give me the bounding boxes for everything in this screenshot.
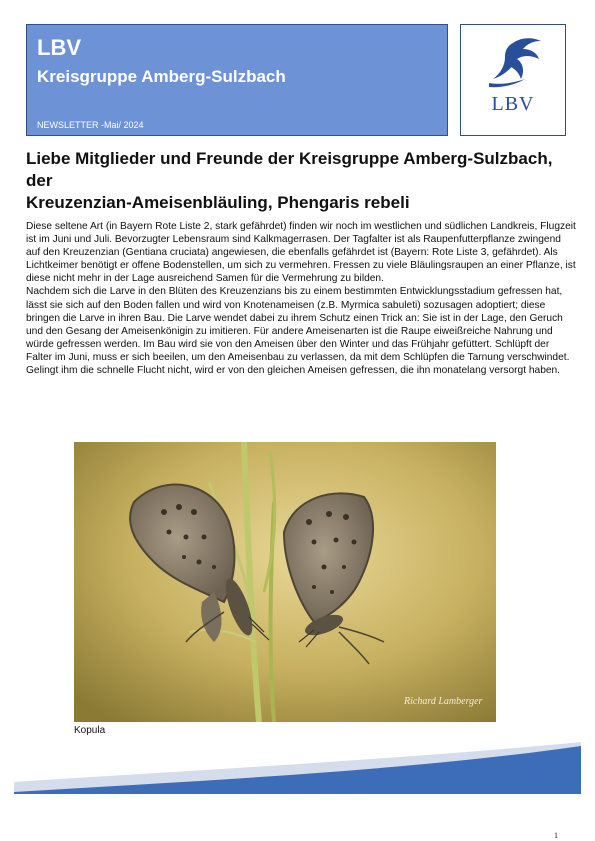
group-name: Kreisgruppe Amberg-Sulzbach bbox=[37, 67, 286, 86]
headline-line-3: Kreuzenzian-Ameisenbläuling, Phengaris rebeli bbox=[26, 193, 410, 212]
org-name: LBV bbox=[37, 35, 81, 60]
photo-caption: Kopula bbox=[74, 725, 106, 736]
headline-line-1: Liebe Mitglieder und Freunde der Kreisgruppe Amberg-Sulzbach, bbox=[26, 149, 553, 168]
lbv-logo bbox=[460, 24, 566, 136]
photo-watermark: Richard Lamberger bbox=[404, 696, 483, 707]
newsletter-header bbox=[26, 24, 448, 136]
footer-wave bbox=[14, 742, 581, 794]
butterfly-photo bbox=[74, 442, 496, 722]
logo-text: LBV bbox=[491, 93, 535, 115]
headline bbox=[26, 148, 576, 214]
paragraph: Diese seltene Art (in Bayern Rote Liste 2, stark gefährdet) finden wir noch im westlichen und südlichen Landkreis, Flugzeit ist im Juni und Juli. Bevorzugter Lebensraum sind Kalkmagerrasen. Der Tagfalter ist als Raupenfutterpflanze zwingend auf den Kreuzenzian (Gentiana cruciata) angewiesen, die ebenfalls gefährdet ist (Bayern: Rote Liste 3, gefährdet). Als Lichtkeimer benötigt er offene Bodenstellen, um sich zu vermehren. Fressen zu viele Bläulingsraupen an einer Pflanze, ist diese nicht mehr in der Lage ausreichend Samen für die Vermehrung zu bilden. bbox=[26, 221, 576, 285]
lbv-bird-logo-icon bbox=[483, 33, 545, 91]
page-number: 1 bbox=[554, 831, 558, 840]
newsletter-date: NEWSLETTER -Mai/ 2024 bbox=[37, 120, 144, 130]
headline-line-2: der bbox=[26, 171, 53, 190]
paragraph: Nachdem sich die Larve in den Blüten des Kreuzenzians bis zu einem bestimmten Entwicklungsstadium gefressen hat, lässt sie sich auf den Boden fallen und wird von Knotenameisen (z.B. Myrmica sabuleti) sozusagen adoptiert; diese bringen die Larve in ihren Bau. Die Larve wendet dabei zu ihrem Schutz einen Trick an: Sie ist in der Lage, den Geruch und den Gesang der Ameisenkönigin zu imitieren. Für andere Ameisenarten ist die Raupe eiweißreiche Nahrung und würde gefressen werden. Im Bau wird sie von den Ameisen über den Winter und das Frühjahr gefüttert. Schlüpft der Falter im Juni, muss er sich beeilen, um den Ameisenbau zu verlassen, da mit dem Schlüpfen die Tarnung verschwindet. Gelingt ihm die schnelle Flucht nicht, wird er von den gleichen Ameisen gefressen, die ihn monatelang versorgt haben. bbox=[26, 286, 570, 377]
article-body bbox=[26, 220, 576, 377]
